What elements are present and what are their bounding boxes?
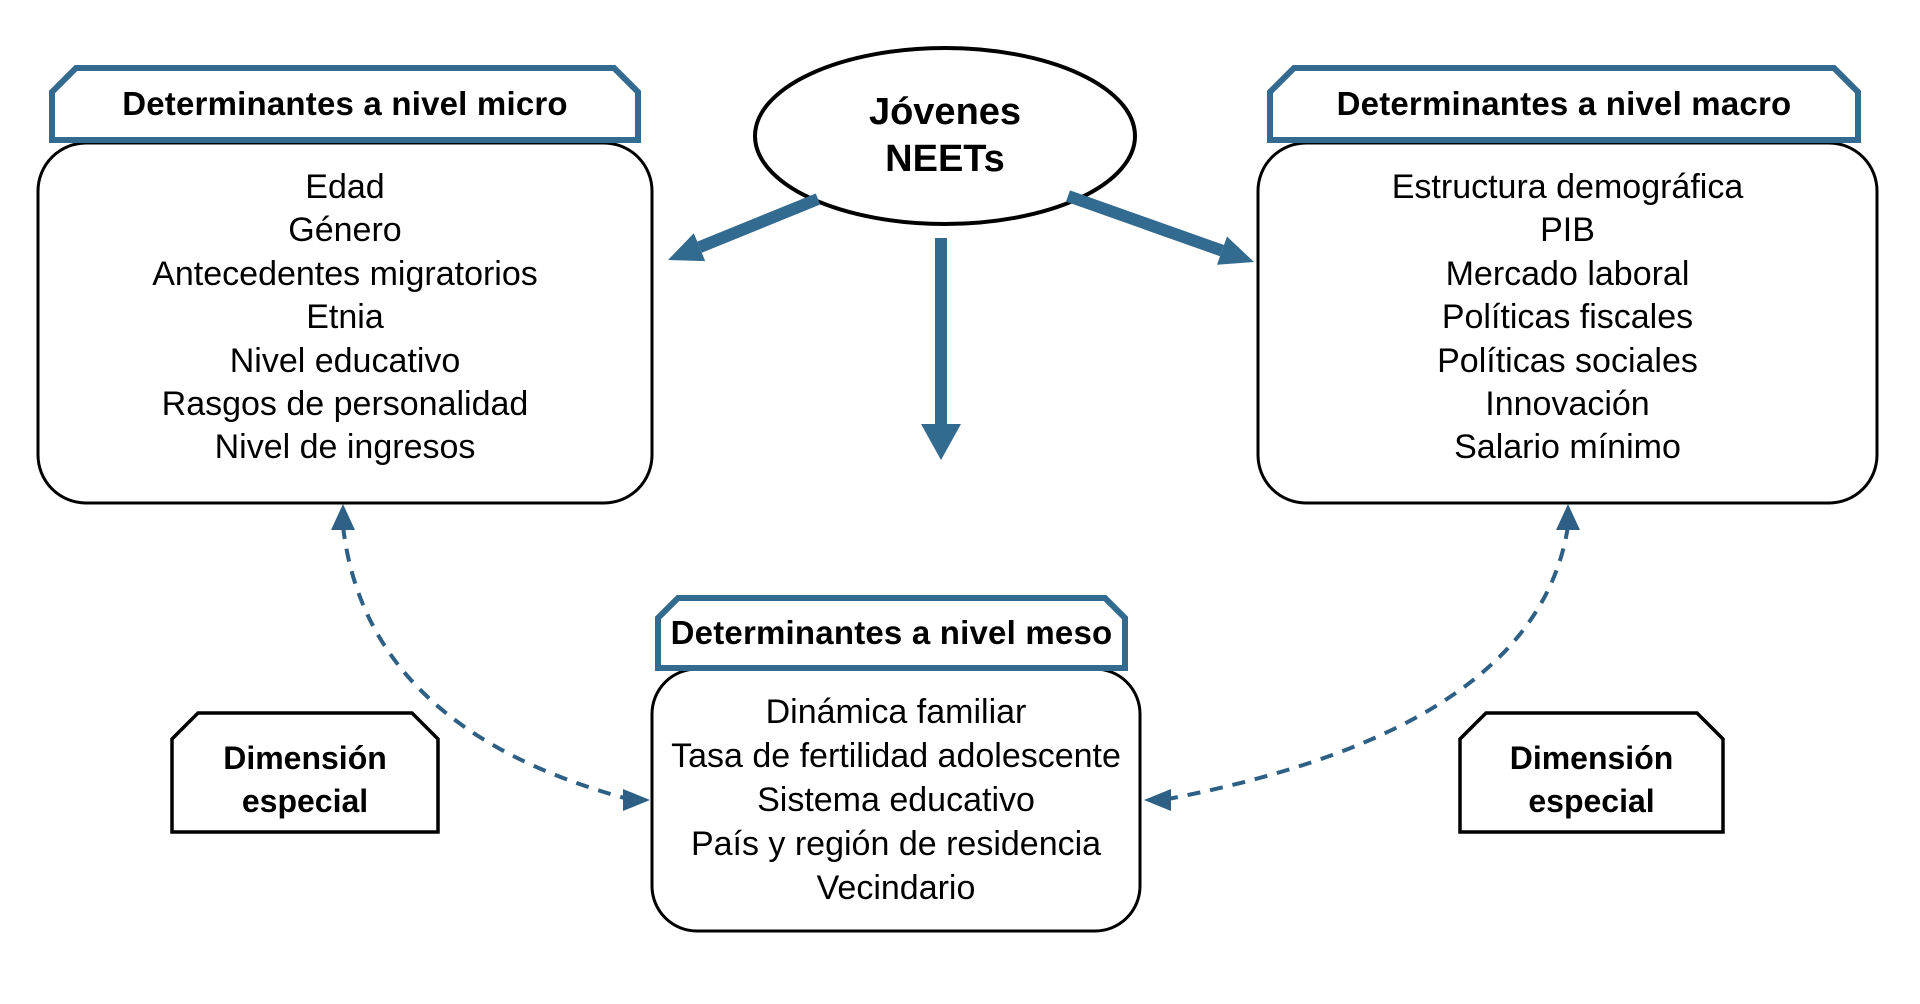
list-item: Antecedentes migratorios <box>152 254 538 293</box>
special-dimension-line1: Dimensión <box>223 740 387 776</box>
list-item: Etnia <box>306 298 384 337</box>
macro-header-title: Determinantes a nivel macro <box>1336 85 1792 122</box>
list-item: Tasa de fertilidad adolescente <box>671 737 1121 775</box>
list-item: Nivel de ingresos <box>214 428 476 467</box>
list-item: Estructura demográfica <box>1391 168 1744 206</box>
list-item: Sistema educativo <box>757 781 1035 819</box>
arrow-to-macro <box>1068 196 1254 265</box>
arrow-to-micro <box>668 199 818 261</box>
list-item: País y región de residencia <box>690 825 1102 863</box>
list-item: Políticas sociales <box>1437 341 1698 380</box>
list-item: Rasgos de personalidad <box>161 385 529 424</box>
list-item: PIB <box>1540 211 1595 250</box>
macro-item-list <box>1258 166 1877 470</box>
special-dimension-line2: especial <box>241 782 369 819</box>
micro-header-title: Determinantes a nivel micro <box>122 85 568 122</box>
micro-item-list <box>38 166 652 470</box>
list-item: Género <box>288 211 402 250</box>
special-dimension-line1: Dimensión <box>1509 740 1674 776</box>
list-item: Políticas fiscales <box>1441 298 1694 337</box>
center-node-line1: Jóvenes <box>868 91 1022 133</box>
list-item: Dinámica familiar <box>765 693 1027 731</box>
list-item: Salario mínimo <box>1454 428 1681 467</box>
special-dimension-line2: especial <box>1528 782 1655 819</box>
center-node-line2: NEETs <box>885 138 1005 180</box>
list-item: Nivel educativo <box>229 341 461 380</box>
list-item: Mercado laboral <box>1445 254 1690 293</box>
special-dimension-right-label <box>1460 737 1723 822</box>
center-node-label <box>755 89 1135 183</box>
meso-item-list <box>652 690 1140 910</box>
list-item: Innovación <box>1485 385 1650 424</box>
arrow-to-meso <box>921 238 961 460</box>
special-dimension-left-label <box>172 737 438 822</box>
meso-header-title: Determinantes a nivel meso <box>670 614 1113 651</box>
list-item: Edad <box>305 168 385 206</box>
list-item: Vecindario <box>816 869 976 907</box>
